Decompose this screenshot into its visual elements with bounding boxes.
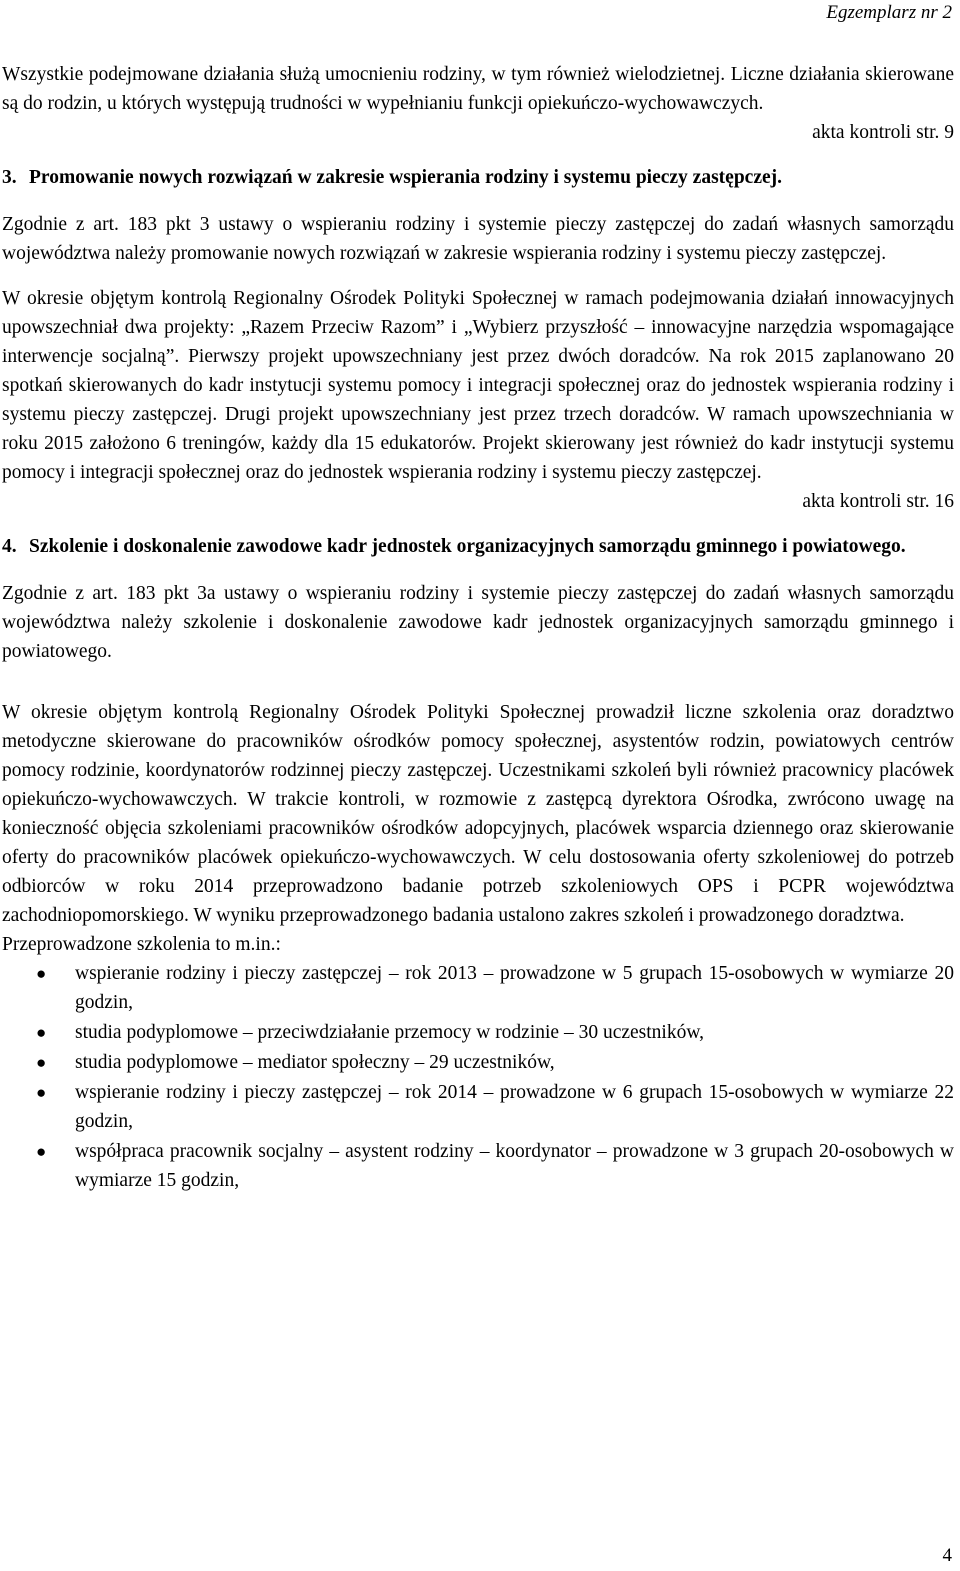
section-3-heading — [2, 163, 954, 192]
training-list — [2, 959, 954, 1195]
reference-note: akta kontroli str. 16 — [802, 491, 954, 512]
section-3-legal-basis: Zgodnie z art. 183 pkt 3 ustawy o wspieraniu rodziny i systemie pieczy zastępczej do zadań własnych samorządu województwa należy promowanie nowych rozwiązań w zakresie wspierania rodziny i systemu pieczy zastępczej. — [2, 214, 954, 264]
list-item-text: wspieranie rodziny i pieczy zastępczej – rok 2014 – prowadzone w 6 grupach 15-osobowych w wymiarze 22 godzin, — [75, 1082, 954, 1132]
bullet-icon: ● — [36, 1142, 47, 1161]
list-item — [2, 959, 954, 1017]
section-3-findings: W okresie objętym kontrolą Regionalny Ośrodek Polityki Społecznej w ramach podejmowania działań innowacyjnych upowszechniał dwa projekty: „Razem Przeciw Razom” i „Wybierz przyszłość – innowacyjne narzędzia wspomagające interwencje socjalną”. Pierwszy projekt upowszechniany jest przez dwóch doradców. Na rok 2015 zaplanowano 20 spotkań skierowanych do kadr instytucji systemu pomocy i integracji społecznej oraz do jednostek wspierania rodziny i systemu pieczy zastępczej. Drugi projekt upowszechniany jest przez trzech doradców. W ramach upowszechniania w roku 2015 założono 6 treningów, każdy dla 15 edukatorów. Projekt skierowany jest również do kadr instytucji systemu pomocy i integracji społecznej oraz do jednostek wspierania rodziny i systemu pieczy zastępczej. — [2, 288, 954, 483]
page-number: 4 — [942, 1545, 952, 1566]
list-item-text: studia podyplomowe – przeciwdziałanie przemocy w rodzinie – 30 uczestników, — [75, 1022, 705, 1043]
list-item — [2, 1048, 954, 1077]
section-4-legal-basis: Zgodnie z art. 183 pkt 3a ustawy o wspieraniu rodziny i systemie pieczy zastępczej do zadań własnych samorządu województwa należy szkolenie i doskonalenie zawodowe kadr jednostek organizacyjnych samorządu gminnego i powiatowego. — [2, 583, 954, 662]
training-list-intro: Przeprowadzone szkolenia to m.in.: — [2, 934, 281, 955]
reference-note: akta kontroli str. 9 — [812, 122, 954, 143]
bullet-icon: ● — [36, 1023, 47, 1042]
list-item-text: współpraca pracownik socjalny – asystent rodziny – koordynator – prowadzone w 3 grupach 20-osobowych w wymiarze 15 godzin, — [75, 1141, 954, 1191]
section-title: Szkolenie i doskonalenie zawodowe kadr jednostek organizacyjnych samorządu gminnego i powiatowego. — [29, 536, 906, 557]
document-body — [2, 60, 954, 1196]
bullet-icon: ● — [36, 1083, 47, 1102]
section-4-findings: W okresie objętym kontrolą Regionalny Ośrodek Polityki Społecznej prowadził liczne szkolenia oraz doradztwo metodyczne skierowane do pracowników ośrodków pomocy społecznej, asystentów rodzin, powiatowych centrów pomocy rodzinie, koordynatorów rodzinnej pieczy zastępczej. Uczestnikami szkoleń byli również pracownicy placówek opiekuńczo-wychowawczych. W trakcie kontroli, w rozmowie z zastępcą dyrektora Ośrodka, zwrócono uwagę na konieczność objęcia szkoleniami pracowników ośrodków adopcyjnych, placówek wsparcia dziennego oraz skierowanie oferty do pracowników placówek opiekuńczo-wychowawczych. W celu dostosowania oferty szkoleniowej do potrzeb odbiorców w roku 2014 przeprowadzono badanie potrzeb szkoleniowych OPS i PCPR województwa zachodniopomorskiego. W wyniku przeprowadzonego badania ustalono zakres szkoleń i prowadzonego doradztwa. — [2, 702, 954, 926]
copy-number-label: Egzemplarz nr 2 — [826, 2, 952, 23]
bullet-icon: ● — [36, 1053, 47, 1072]
list-item-text: studia podyplomowe – mediator społeczny – 29 uczestników, — [75, 1052, 555, 1073]
intro-paragraph: Wszystkie podejmowane działania służą umocnieniu rodziny, w tym również wielodzietnej. Liczne działania skierowane są do rodzin, u których występują trudności w wypełnianiu funkcji opiekuńczo-wychowawczych. — [2, 64, 954, 114]
list-item — [2, 1018, 954, 1047]
list-item — [2, 1137, 954, 1195]
bullet-icon: ● — [36, 964, 47, 983]
list-item — [2, 1078, 954, 1136]
list-item-text: wspieranie rodziny i pieczy zastępczej – rok 2013 – prowadzone w 5 grupach 15-osobowych w wymiarze 20 godzin, — [75, 963, 954, 1013]
section-number: 3. — [2, 167, 17, 188]
section-4-heading — [2, 532, 954, 561]
section-number: 4. — [2, 536, 17, 557]
section-title: Promowanie nowych rozwiązań w zakresie wspierania rodziny i systemu pieczy zastępczej. — [29, 167, 782, 188]
